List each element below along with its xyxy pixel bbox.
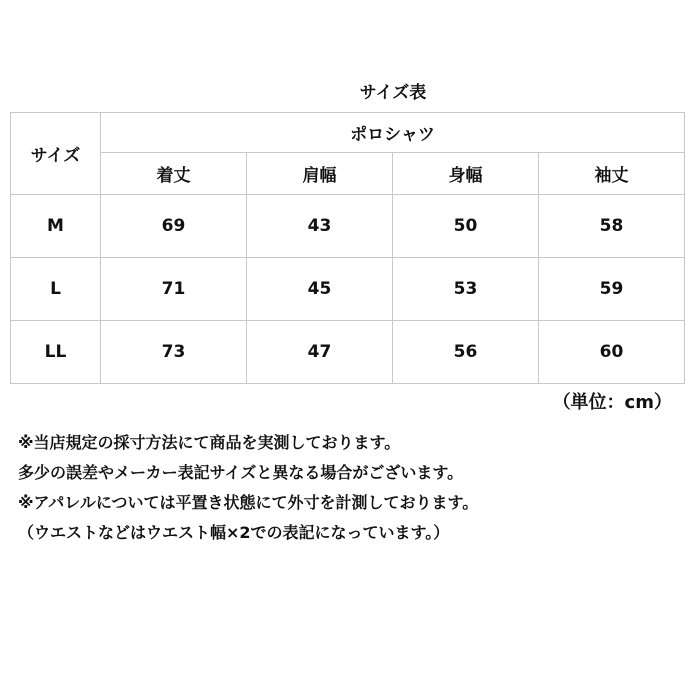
size-header: サイズ [11, 113, 101, 195]
column-header-length: 着丈 [101, 153, 247, 195]
size-label: M [11, 195, 101, 258]
notes-block [18, 428, 688, 548]
table-cell: 71 [101, 258, 247, 321]
table-cell: 45 [247, 258, 393, 321]
note-line: （ウエストなどはウエスト幅×2での表記になっています。） [18, 523, 450, 542]
table-cell: 50 [393, 195, 539, 258]
table-cell: 56 [393, 321, 539, 384]
table-cell: 53 [393, 258, 539, 321]
column-header-sleeve: 袖丈 [539, 153, 685, 195]
note-line: ※当店規定の採寸方法にて商品を実測しております。 [18, 433, 401, 452]
table-cell: 43 [247, 195, 393, 258]
product-group-header: ポロシャツ [101, 113, 685, 153]
table-cell: 47 [247, 321, 393, 384]
column-header-shoulder: 肩幅 [247, 153, 393, 195]
note-line: 多少の誤差やメーカー表記サイズと異なる場合がございます。 [18, 463, 464, 482]
table-row [11, 195, 685, 258]
size-chart-table [10, 112, 685, 384]
column-header-width: 身幅 [393, 153, 539, 195]
table-row [11, 321, 685, 384]
table-row [11, 258, 685, 321]
table-cell: 58 [539, 195, 685, 258]
table-title: サイズ表 [359, 83, 427, 103]
table-cell: 59 [539, 258, 685, 321]
size-label: L [11, 258, 101, 321]
table-cell: 60 [539, 321, 685, 384]
table-cell: 73 [101, 321, 247, 384]
table-cell: 69 [101, 195, 247, 258]
unit-note: （単位：cm） [552, 392, 672, 413]
note-line: ※アパレルについては平置き状態にて外寸を計測しております。 [18, 493, 479, 512]
size-label: LL [11, 321, 101, 384]
